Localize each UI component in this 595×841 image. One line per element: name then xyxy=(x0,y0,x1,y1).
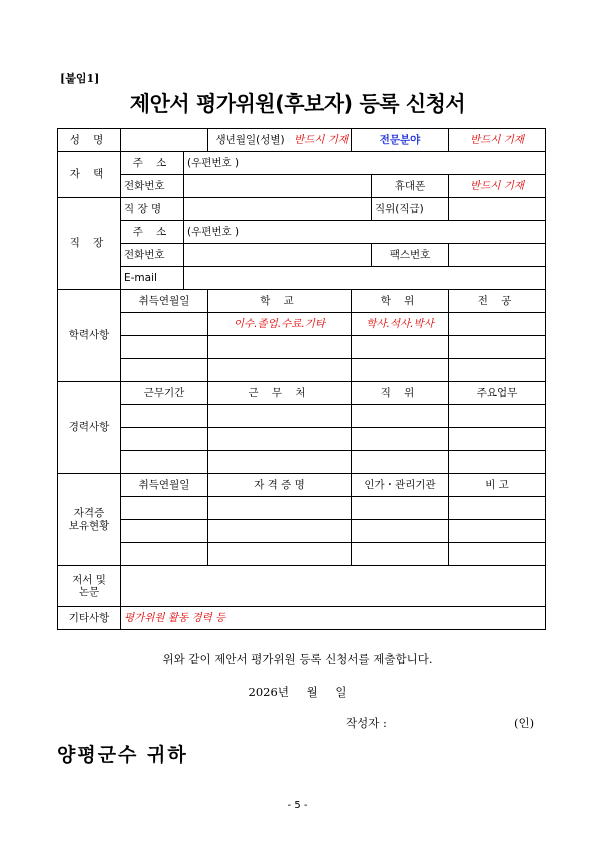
home-phone-value[interactable] xyxy=(184,175,372,198)
career-position-cell[interactable] xyxy=(352,405,449,428)
license-name-cell[interactable] xyxy=(208,520,352,543)
books-label-line2: 논문 xyxy=(78,586,100,598)
mobile-note[interactable]: 반드시 기재 xyxy=(449,175,546,198)
registration-form-table xyxy=(57,128,546,630)
seal-label: (인) xyxy=(514,716,535,730)
name-row xyxy=(58,129,546,152)
education-school-cell[interactable] xyxy=(208,336,352,359)
career-workplace-cell[interactable] xyxy=(208,428,352,451)
education-major-cell[interactable] xyxy=(449,359,546,382)
books-value[interactable] xyxy=(121,566,546,607)
education-row xyxy=(58,359,546,382)
career-header-duties: 주요업무 xyxy=(449,382,546,405)
work-address-value[interactable] xyxy=(184,221,546,244)
career-header-workplace: 근 무 처 xyxy=(208,382,352,405)
fax-label: 팩스번호 xyxy=(372,244,449,267)
home-postal-code: (우편번호 ) xyxy=(187,156,240,169)
education-school-cell[interactable] xyxy=(208,359,352,382)
education-major-cell[interactable] xyxy=(449,313,546,336)
license-authority-cell[interactable] xyxy=(352,543,449,566)
work-position-value[interactable] xyxy=(449,198,546,221)
other-row xyxy=(58,607,546,630)
license-remarks-cell[interactable] xyxy=(449,497,546,520)
license-name-cell[interactable] xyxy=(208,497,352,520)
career-period-cell[interactable] xyxy=(121,405,208,428)
license-name-cell[interactable] xyxy=(208,543,352,566)
work-phone-row xyxy=(58,244,546,267)
license-remarks-cell[interactable] xyxy=(449,543,546,566)
education-date-cell[interactable] xyxy=(121,336,208,359)
education-header-date: 취득연월일 xyxy=(121,290,208,313)
other-label: 기타사항 xyxy=(58,607,121,630)
education-school-hint[interactable]: 이수.졸업.수료.기타 xyxy=(208,313,352,336)
education-date-cell[interactable] xyxy=(121,359,208,382)
license-authority-cell[interactable] xyxy=(352,520,449,543)
mobile-label: 휴대폰 xyxy=(372,175,449,198)
career-header-period: 근무기간 xyxy=(121,382,208,405)
work-email-row xyxy=(58,267,546,290)
license-authority-cell[interactable] xyxy=(352,497,449,520)
education-degree-cell[interactable] xyxy=(352,359,449,382)
birth-label-cell xyxy=(208,129,352,152)
license-header-date: 취득연월일 xyxy=(121,474,208,497)
work-position-label: 직위(직급) xyxy=(372,198,449,221)
work-name-label: 직 장 명 xyxy=(121,198,184,221)
work-section-label: 직 장 xyxy=(58,198,121,290)
other-note[interactable]: 평가위원 활동 경력 등 xyxy=(121,607,546,630)
home-section-label: 자 택 xyxy=(58,152,121,198)
education-degree-cell[interactable] xyxy=(352,336,449,359)
career-header-row xyxy=(58,382,546,405)
license-row xyxy=(58,543,546,566)
career-workplace-cell[interactable] xyxy=(208,405,352,428)
career-duties-cell[interactable] xyxy=(449,451,546,474)
birth-note: 반드시 기재 xyxy=(293,133,348,146)
fax-value[interactable] xyxy=(449,244,546,267)
education-header-row xyxy=(58,290,546,313)
name-label: 성 명 xyxy=(58,129,121,152)
page-title: 제안서 평가위원(후보자) 등록 신청서 xyxy=(129,92,466,116)
home-phone-row xyxy=(58,175,546,198)
work-phone-label: 전화번호 xyxy=(121,244,184,267)
license-date-cell[interactable] xyxy=(121,520,208,543)
license-header-remarks: 비 고 xyxy=(449,474,546,497)
career-duties-cell[interactable] xyxy=(449,405,546,428)
career-duties-cell[interactable] xyxy=(449,428,546,451)
career-position-cell[interactable] xyxy=(352,451,449,474)
education-major-cell[interactable] xyxy=(449,336,546,359)
books-label xyxy=(58,566,121,607)
career-row xyxy=(58,405,546,428)
education-row xyxy=(58,336,546,359)
declaration-text: 위와 같이 제안서 평가위원 등록 신청서를 제출합니다. xyxy=(162,652,433,666)
email-value[interactable] xyxy=(184,267,546,290)
license-header-authority: 인가・관리기관 xyxy=(352,474,449,497)
license-date-cell[interactable] xyxy=(121,497,208,520)
work-phone-value[interactable] xyxy=(184,244,372,267)
license-row xyxy=(58,497,546,520)
work-postal-code: (우편번호 ) xyxy=(187,225,240,238)
license-header-name: 자 격 증 명 xyxy=(208,474,352,497)
date-line: 2026년 월 일 xyxy=(248,685,347,699)
author-label: 작성자 : xyxy=(346,716,387,730)
field-label: 전문분야 xyxy=(352,129,449,152)
recipient: 양평군수 귀하 xyxy=(57,744,188,766)
career-period-cell[interactable] xyxy=(121,451,208,474)
work-name-row xyxy=(58,198,546,221)
career-section-label: 경력사항 xyxy=(58,382,121,474)
email-label: E-mail xyxy=(121,267,184,290)
work-name-value[interactable] xyxy=(184,198,372,221)
education-section-label: 학력사항 xyxy=(58,290,121,382)
books-label-line1: 저서 및 xyxy=(72,573,106,586)
education-degree-hint[interactable]: 학사.석사.박사 xyxy=(352,313,449,336)
field-note[interactable]: 반드시 기재 xyxy=(449,129,546,152)
career-header-position: 직 위 xyxy=(352,382,449,405)
career-row xyxy=(58,428,546,451)
education-header-degree: 학 위 xyxy=(352,290,449,313)
license-header-row xyxy=(58,474,546,497)
license-date-cell[interactable] xyxy=(121,543,208,566)
license-section-line1: 자격증 xyxy=(73,507,105,520)
home-address-row xyxy=(58,152,546,175)
education-header-major: 전 공 xyxy=(449,290,546,313)
page-number: - 5 - xyxy=(287,800,308,811)
work-address-label: 주 소 xyxy=(121,221,184,244)
license-section-line2: 보유현황 xyxy=(68,519,110,532)
career-period-cell[interactable] xyxy=(121,428,208,451)
attachment-label: [붙임1] xyxy=(60,72,100,85)
career-row xyxy=(58,451,546,474)
work-address-row xyxy=(58,221,546,244)
home-address-value[interactable] xyxy=(184,152,546,175)
home-phone-label: 전화번호 xyxy=(121,175,184,198)
career-position-cell[interactable] xyxy=(352,428,449,451)
license-row xyxy=(58,520,546,543)
education-date-cell[interactable] xyxy=(121,313,208,336)
name-value[interactable] xyxy=(121,129,208,152)
books-row xyxy=(58,566,546,607)
home-address-label: 주 소 xyxy=(121,152,184,175)
education-row xyxy=(58,313,546,336)
birth-label: 생년월일(성별) xyxy=(215,133,285,146)
career-workplace-cell[interactable] xyxy=(208,451,352,474)
license-section-label xyxy=(58,474,121,566)
license-remarks-cell[interactable] xyxy=(449,520,546,543)
education-header-school: 학 교 xyxy=(208,290,352,313)
